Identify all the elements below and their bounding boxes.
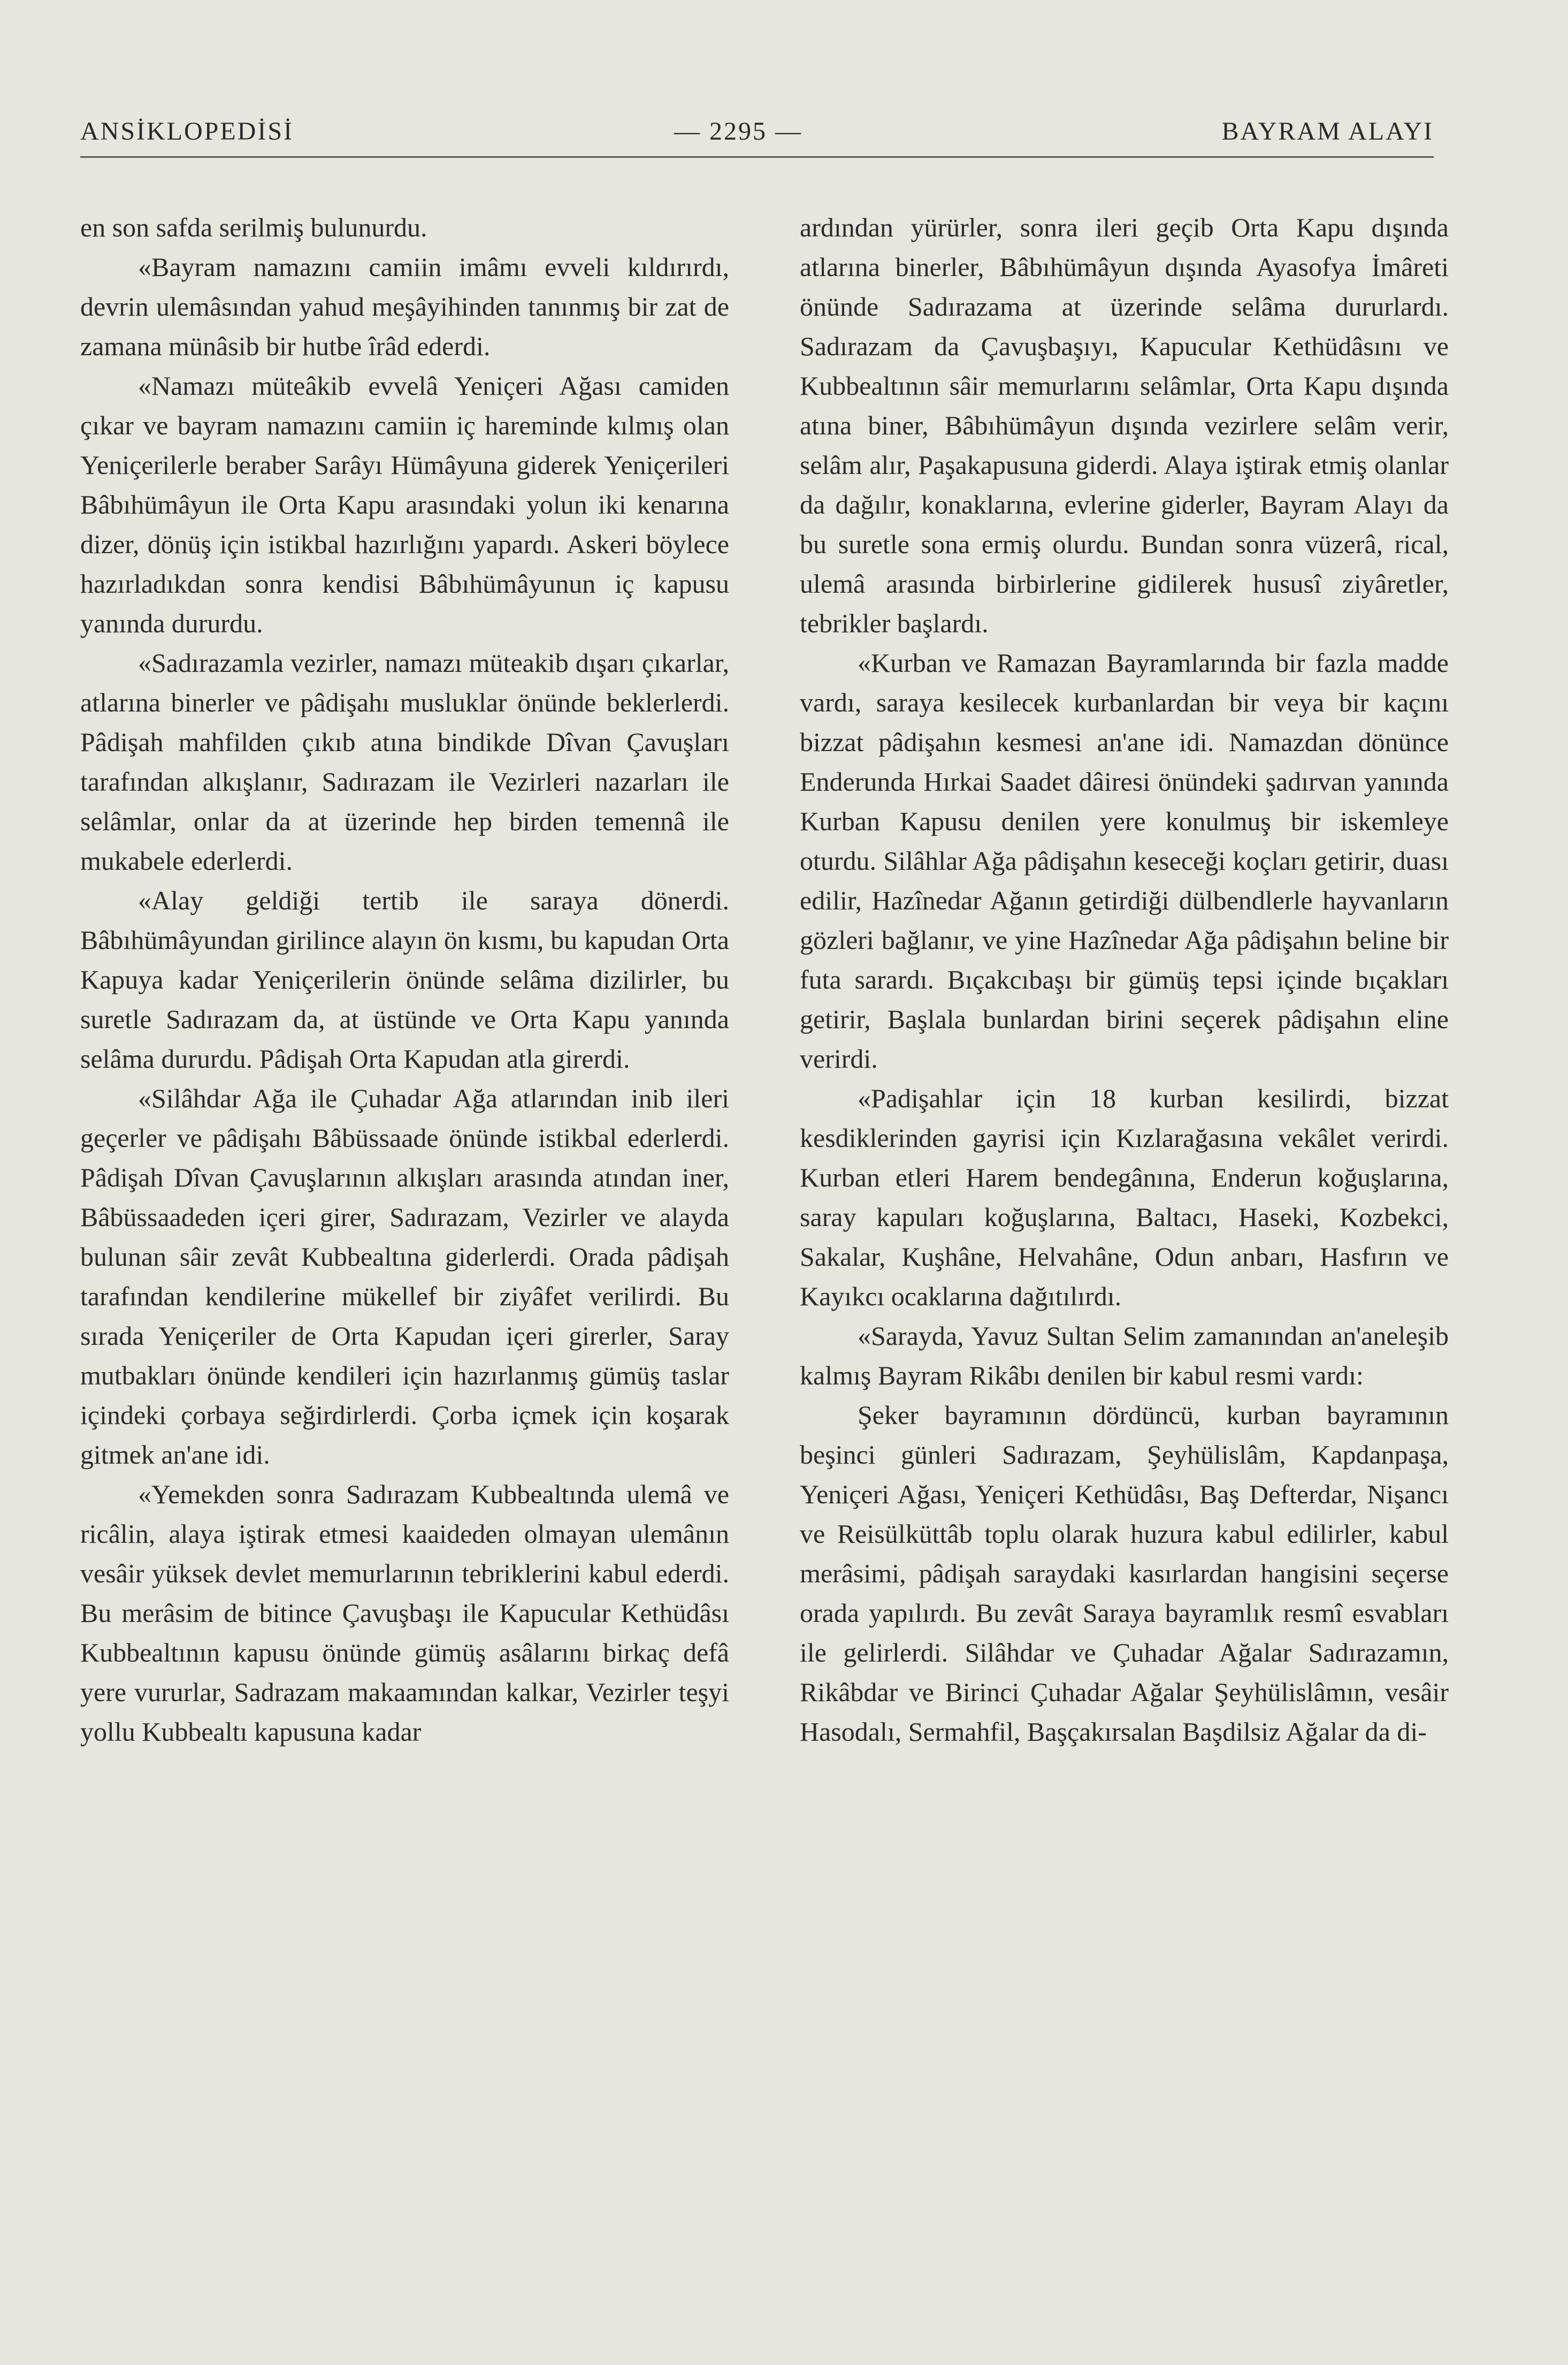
right-column [800,208,1449,1751]
page-number: — 2295 — [674,117,802,146]
paragraph: «Bayram namazını camiin imâmı evveli kıldırırdı, devrin ulemâsından yahud meşâyihinden tanınmış bir zat de zamana münâsib bir hutbe îrâd ederdi. [80,252,729,361]
paragraph: «Sadırazamla vezirler, namazı müteakib dışarı çıkarlar, atlarına binerler ve pâdişahı musluklar önünde beklerlerdi. Pâdişah mahfilden çıkıb atına bindikde Dîvan Çavuşları tarafından alkışlanır, Sadırazam ile Vezirleri nazarları ile selâmlar, onlar da at üzerinde hep birden temennâ ile mukabele ederlerdi. [80,648,729,876]
left-column [80,208,729,1751]
paragraph: ardından yürürler, sonra ileri geçib Orta Kapu dışında atlarına binerler, Bâbıhümâyun dışında Ayasofya İmâreti önünde Sadırazama at üzerinde selâma dururlardı. Sadırazam da Çavuşbaşıyı, Kapucular Kethüdâsını ve Kubbealtının sâir memurlarını selâmlar, Orta Kapu dışında atına biner, Bâbıhümâyun dışında vezirlere selâm verir, selâm alır, Paşakapusuna giderdi. Alaya iştirak etmiş olanlar da dağılır, konaklarına, evlerine giderler, Bayram Alayı da bu suretle sona ermiş olurdu. Bundan sonra vüzerâ, rical, ulemâ arasında birbirlerine gidilerek hususî ziyâretler, tebrikler başlardı. [800,212,1449,638]
paragraph: «Yemekden sonra Sadırazam Kubbealtında ulemâ ve ricâlin, alaya iştirak etmesi kaaideden olmayan ulemânın vesâir yüksek devlet memurlarının tebriklerini kabul ederdi. Bu merâsim de bitince Çavuşbaşı ile Kapucular Kethüdâsı Kubbealtının kapusu önünde gümüş asâlarını birkaç defâ yere vururlar, Sadrazam makaamından kalkar, Vezirler teşyi yollu Kubbealtı kapusuna kadar [80,1479,729,1747]
page-header [80,117,1434,155]
header-publication-title: ANSİKLOPEDİSİ [80,117,294,146]
header-section-title: BAYRAM ALAYI [1221,117,1434,146]
paragraph: «Namazı müteâkib evvelâ Yeniçeri Ağası camiden çıkar ve bayram namazını camiin iç hareminde kılmış olan Yeniçerilerle beraber Sarâyı Hümâyuna giderek Yeniçerileri Bâbıhümâyun ile Orta Kapu arasındaki yolun iki kenarına dizer, dönüş için istikbal hazırlığını yapardı. Askeri böylece hazırladıkdan sonra kendisi Bâbıhümâyunun iç kapusu yanında dururdu. [80,371,729,638]
paragraph: en son safda serilmiş bulunurdu. [80,212,427,242]
header-divider [80,156,1434,158]
paragraph: «Padişahlar için 18 kurban kesilirdi, bizzat kesdiklerinden gayrisi için Kızlarağasına vekâlet verirdi. Kurban etleri Harem bendegânına, Enderun koğuşlarına, saray kapuları koğuşlarına, Baltacı, Haseki, Kozbekci, Sakalar, Kuşhâne, Helvahâne, Odun anbarı, Hasfırın ve Kayıkcı ocaklarına dağıtılırdı. [800,1083,1449,1311]
paragraph: «Sarayda, Yavuz Sultan Selim zamanından an'aneleşib kalmış Bayram Rikâbı denilen bir kabul resmi vardı: [800,1321,1449,1390]
paragraph: «Silâhdar Ağa ile Çuhadar Ağa atlarından inib ileri geçerler ve pâdişahı Bâbüssaade önünde istikbal ederlerdi. Pâdişah Dîvan Çavuşlarının alkışları arasında atından iner, Bâbüssaadeden içeri girer, Sadırazam, Vezirler ve alayda bulunan sâir zevât Kubbealtına giderlerdi. Orada pâdişah tarafından kendilerine mükellef bir ziyâfet verilirdi. Bu sırada Yeniçeriler de Orta Kapudan içeri girerler, Saray mutbakları önünde kendileri için hazırlanmış gümüş taslar içindeki çorbaya seğirdirlerdi. Çorba içmek için koşarak gitmek an'ane idi. [80,1083,729,1469]
paragraph: Şeker bayramının dördüncü, kurban bayramının beşinci günleri Sadırazam, Şeyhülislâm, Kapdanpaşa, Yeniçeri Ağası, Yeniçeri Kethüdâsı, Baş Defterdar, Nişancı ve Reisülküttâb toplu olarak huzura kabul edilirler, kabul merâsimi, pâdişah saraydaki kasırlardan hangisini seçerse orada yapılırdı. Bu zevât Saraya bayramlık resmî esvabları ile gelirlerdi. Silâhdar ve Çuhadar Ağalar Sadırazamın, Rikâbdar ve Birinci Çuhadar Ağalar Şeyhülislâmın, vesâir Hasodalı, Sermahfil, Başçakırsalan Başdilsiz Ağalar da di- [800,1400,1449,1747]
paragraph: «Kurban ve Ramazan Bayramlarında bir fazla madde vardı, saraya kesilecek kurbanlardan bir veya bir kaçını bizzat pâdişahın kesmesi an'ane idi. Namazdan dönünce Enderunda Hırkai Saadet dâiresi önündeki şadırvan yanında Kurban Kapusu denilen yere konulmuş bir iskemleye oturdu. Silâhlar Ağa pâdişahın keseceği koçları getirir, duası edilir, Hazînedar Ağanın getirdiği dülbendlerle hayvanların gözleri bağlanır, ve yine Hazînedar Ağa pâdişahın beline bir futa sarardı. Bıçakcıbaşı bir gümüş tepsi içinde bıçakları getirir, Başlala bunlardan birini seçerek pâdişahın eline verirdi. [800,648,1449,1074]
paragraph: «Alay geldiği tertib ile saraya dönerdi. Bâbıhümâyundan girilince alayın ön kısmı, bu kapudan Orta Kapuya kadar Yeniçerilerin önünde selâma dizilirler, bu suretle Sadırazam da, at üstünde ve Orta Kapu yanında selâma dururdu. Pâdişah Orta Kapudan atla girerdi. [80,885,729,1074]
